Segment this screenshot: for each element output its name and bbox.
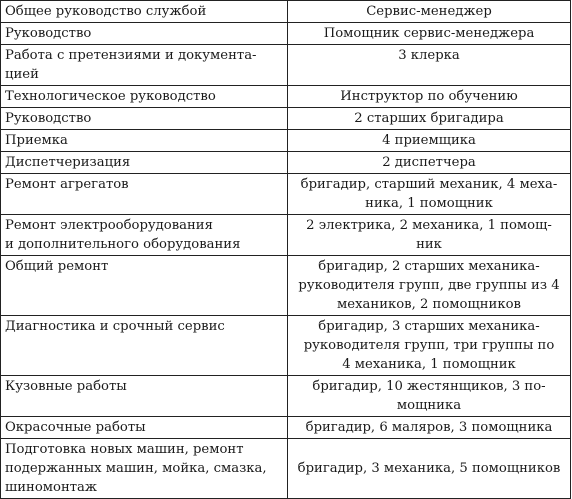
staff-cell: Помощник сервис-менеджера <box>288 23 571 45</box>
staff-cell: 2 старших бригадира <box>288 108 571 130</box>
function-cell: Подготовка новых машин, ремонт подержанных машин, мойка, смазка, шиномонтаж <box>1 439 288 499</box>
table-row <box>1 417 571 439</box>
staff-cell: бригадир, 10 жестянщиков, 3 по- мощника <box>288 376 571 417</box>
staff-cell: бригадир, старший механик, 4 меха- ника, 1 помощник <box>288 174 571 215</box>
staff-cell: 2 диспетчера <box>288 152 571 174</box>
table-row <box>1 23 571 45</box>
function-cell: Общее руководство службой <box>1 1 288 23</box>
function-cell: Диспетчеризация <box>1 152 288 174</box>
function-cell: Диагностика и срочный сервис <box>1 316 288 376</box>
function-cell: Ремонт электрооборудования и дополнительного оборудования <box>1 215 288 256</box>
function-cell: Ремонт агрегатов <box>1 174 288 215</box>
staff-cell: Инструктор по обучению <box>288 86 571 108</box>
function-cell: Работа с претензиями и документа- цией <box>1 45 288 86</box>
staff-cell: 4 приемщика <box>288 130 571 152</box>
table-row <box>1 108 571 130</box>
staff-cell: 3 клерка <box>288 45 571 86</box>
staff-cell: Сервис-менеджер <box>288 1 571 23</box>
table-row <box>1 316 571 376</box>
table-row <box>1 215 571 256</box>
function-cell: Приемка <box>1 130 288 152</box>
function-cell: Общий ремонт <box>1 256 288 316</box>
function-cell: Руководство <box>1 108 288 130</box>
table-row <box>1 86 571 108</box>
table-row <box>1 439 571 499</box>
table-row <box>1 1 571 23</box>
table-row <box>1 152 571 174</box>
staff-cell: 2 электрика, 2 механика, 1 помощ- ник <box>288 215 571 256</box>
staff-cell: бригадир, 2 старших механика- руководителя групп, две группы из 4 механиков, 2 помощников <box>288 256 571 316</box>
table-row <box>1 376 571 417</box>
table-row <box>1 130 571 152</box>
function-cell: Руководство <box>1 23 288 45</box>
staff-table-body <box>1 1 571 499</box>
staff-cell: бригадир, 3 механика, 5 помощников <box>288 439 571 499</box>
staff-cell: бригадир, 3 старших механика- руководителя групп, три группы по 4 механика, 1 помощник <box>288 316 571 376</box>
table-row <box>1 174 571 215</box>
staff-cell: бригадир, 6 маляров, 3 помощника <box>288 417 571 439</box>
function-cell: Технологическое руководство <box>1 86 288 108</box>
table-row <box>1 256 571 316</box>
function-cell: Кузовные работы <box>1 376 288 417</box>
function-cell: Окрасочные работы <box>1 417 288 439</box>
table-row <box>1 45 571 86</box>
